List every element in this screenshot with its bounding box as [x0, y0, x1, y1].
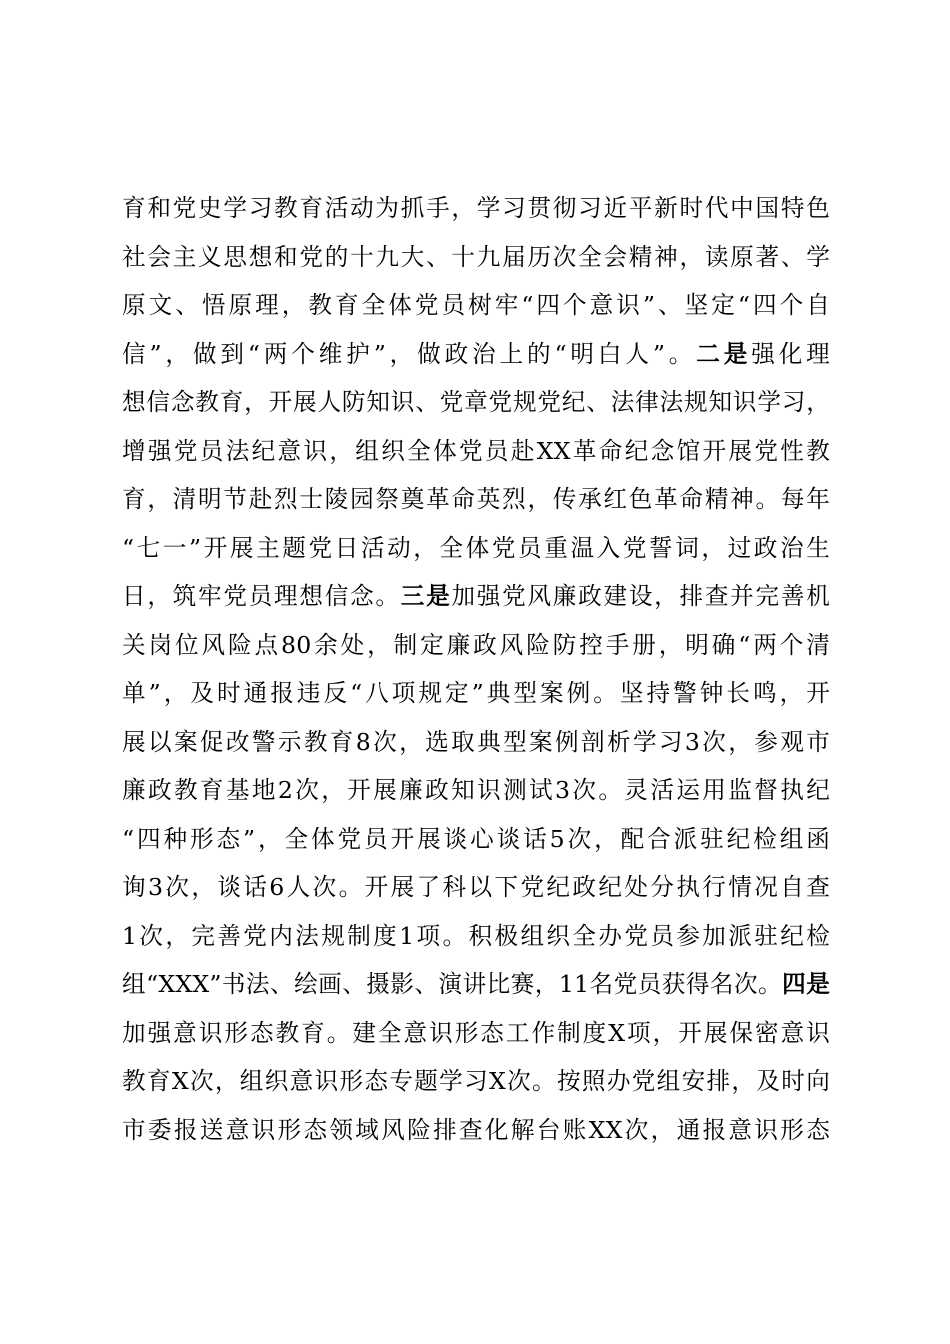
text-line: [122, 912, 830, 961]
text-line: [122, 233, 830, 282]
text-line: [122, 427, 830, 476]
text-segment: 关岗位风险点80余处，制定廉政风险防控手册，明确“两个清: [122, 630, 830, 659]
text-segment: 教育X次，组织意识形态专题学习X次。按照办党组安排，及时向: [122, 1067, 830, 1095]
text-segment: 增强党员法纪意识，组织全体党员赴XX革命纪念馆开展党性教: [122, 436, 830, 465]
text-line: [122, 378, 830, 427]
text-line: [122, 766, 830, 815]
text-line: [122, 863, 830, 912]
text-segment: 1次，完善党内法规制度1项。积极组织全办党员参加派驻纪检: [122, 921, 830, 950]
bold-heading-text: 二是: [696, 339, 752, 368]
text-line: [122, 572, 830, 621]
body-paragraph: [122, 184, 830, 1154]
bold-heading-text: 三是: [400, 582, 452, 610]
text-line: [122, 1009, 830, 1058]
text-line: [122, 718, 830, 767]
text-segment: 育和党史学习教育活动为抓手，学习贯彻习近平新时代中国特色: [122, 194, 830, 222]
text-line: [122, 1057, 830, 1106]
text-segment: 展以案促改警示教育8次，选取典型案例剖析学习3次，参观市: [122, 727, 830, 756]
text-segment: 社会主义思想和党的十九大、十九届历次全会精神，读原著、学: [122, 242, 830, 271]
text-line: [122, 281, 830, 330]
text-segment: 日，筑牢党员理想信念。: [122, 582, 401, 610]
text-segment: 加强意识形态教育。建全意识形态工作制度X项，开展保密意识: [122, 1018, 830, 1047]
text-segment: 组“XXX”书法、绘画、摄影、演讲比赛，11名党员获得名次。: [122, 970, 783, 998]
text-segment: “四种形态”，全体党员开展谈心谈话5次，配合派驻纪检组函: [122, 824, 830, 853]
text-line: [122, 1106, 830, 1155]
bold-heading-text: 四是: [782, 970, 830, 998]
text-segment: 廉政教育基地2次，开展廉政知识测试3次。灵活运用监督执纪: [122, 776, 830, 804]
text-line: [122, 960, 830, 1009]
text-segment: 单”，及时通报违反“八项规定”典型案例。坚持警钟长鸣，开: [122, 679, 830, 707]
text-line: [122, 330, 830, 379]
text-line: [122, 184, 830, 233]
text-line: [122, 669, 830, 718]
text-line: [122, 524, 830, 573]
text-segment: 询3次，谈话6人次。开展了科以下党纪政纪处分执行情况自查: [122, 873, 830, 901]
text-segment: 育，清明节赴烈士陵园祭奠革命英烈，传承红色革命精神。每年: [122, 485, 830, 513]
text-line: [122, 475, 830, 524]
text-segment: 信”，做到“两个维护”，做政治上的“明白人”。: [122, 339, 697, 368]
text-segment: 加强党风廉政建设，排查并完善机: [451, 582, 830, 610]
text-segment: 想信念教育，开展人防知识、党章党规党纪、法律法规知识学习，: [122, 388, 830, 416]
text-segment: “七一”开展主题党日活动，全体党员重温入党誓词，过政治生: [122, 533, 830, 562]
text-segment: 市委报送意识形态领域风险排查化解台账XX次，通报意识形态: [122, 1115, 830, 1144]
text-segment: 强化理: [751, 339, 830, 368]
text-segment: 原文、悟原理，教育全体党员树牢“四个意识”、坚定“四个自: [122, 291, 830, 319]
text-line: [122, 621, 830, 670]
text-line: [122, 815, 830, 864]
